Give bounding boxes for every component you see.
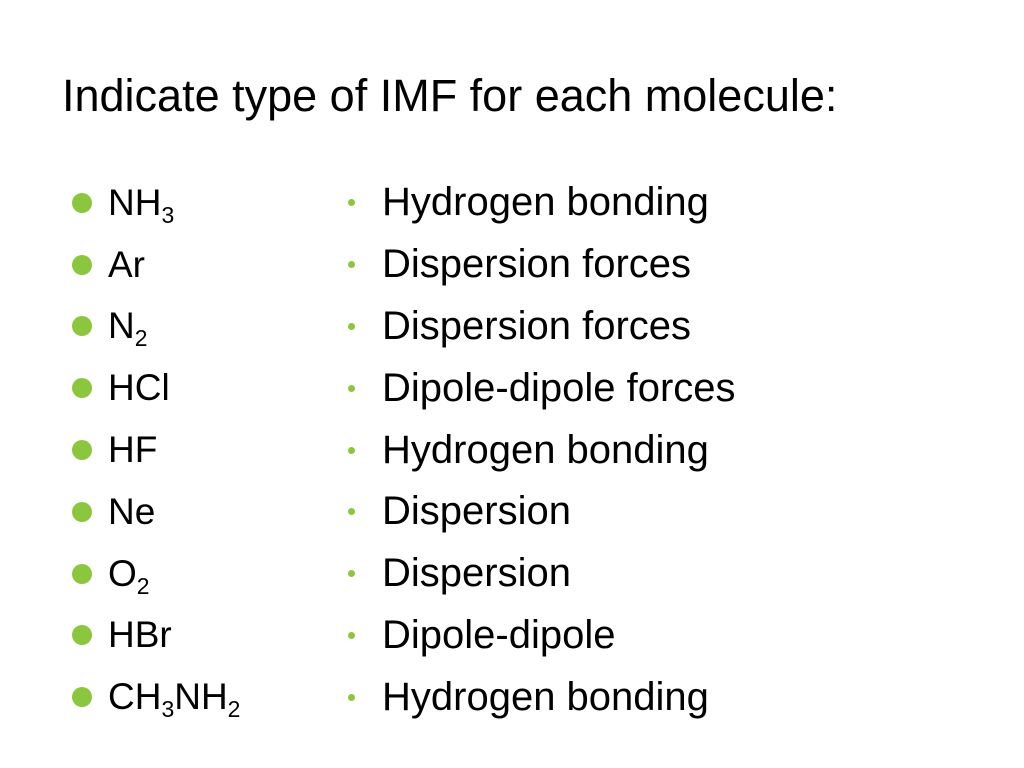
formula-text: Ne	[108, 490, 156, 532]
formula-subscript: 2	[227, 696, 241, 723]
answer-text: Dispersion forces	[382, 242, 692, 287]
bullet-icon	[348, 570, 355, 577]
molecule-item	[72, 419, 240, 481]
bullet-icon	[72, 440, 92, 460]
bullet-icon	[348, 385, 355, 392]
bullet-icon	[72, 564, 92, 584]
answer-item	[342, 172, 736, 234]
answer-item	[342, 234, 736, 296]
bullet-icon	[348, 447, 355, 454]
molecule-formula	[108, 552, 150, 599]
molecule-item	[72, 296, 240, 358]
molecule-item	[72, 234, 240, 296]
bullet-icon	[348, 632, 355, 639]
molecule-formula	[108, 491, 155, 533]
molecule-formula	[108, 367, 170, 409]
formula-text: CH	[108, 676, 162, 718]
answer-item	[342, 605, 736, 667]
bullet-icon	[72, 316, 92, 336]
answer-text: Hydrogen bonding	[382, 674, 709, 719]
answer-text: Dispersion forces	[382, 303, 692, 348]
formula-subscript: 2	[136, 572, 150, 599]
formula-subscript: 3	[161, 201, 175, 228]
bullet-icon	[348, 323, 355, 330]
answer-text: Dispersion	[382, 551, 571, 596]
bullet-icon	[348, 199, 355, 206]
answer-item	[342, 543, 736, 605]
molecule-list	[72, 172, 240, 728]
molecule-item	[72, 172, 240, 234]
answer-text: Hydrogen bonding	[382, 180, 709, 225]
answer-item	[342, 357, 736, 419]
molecule-item	[72, 357, 240, 419]
formula-subscript: 2	[134, 325, 148, 352]
formula-text: N	[108, 305, 135, 347]
answer-item	[342, 481, 736, 543]
molecule-item	[72, 605, 240, 667]
answer-text: Dipole-dipole	[382, 612, 616, 657]
molecule-formula	[108, 676, 241, 723]
formula-text: HCl	[108, 367, 170, 409]
bullet-icon	[72, 255, 92, 275]
answer-item	[342, 419, 736, 481]
answer-item	[342, 666, 736, 728]
bullet-icon	[72, 502, 92, 522]
molecule-item	[72, 666, 240, 728]
formula-text: Ar	[108, 243, 145, 285]
molecule-formula	[108, 614, 172, 656]
bullet-icon	[348, 508, 355, 515]
bullet-icon	[72, 378, 92, 398]
answer-list	[342, 172, 736, 728]
formula-text: NH	[174, 676, 228, 718]
molecule-item	[72, 481, 240, 543]
bullet-icon	[72, 193, 92, 213]
molecule-formula	[108, 244, 145, 286]
formula-text: HBr	[108, 614, 172, 656]
bullet-icon	[72, 687, 92, 707]
formula-text: HF	[108, 429, 158, 471]
formula-subscript: 3	[161, 696, 175, 723]
formula-text: NH	[108, 181, 162, 223]
molecule-item	[72, 543, 240, 605]
molecule-formula	[108, 305, 148, 352]
slide-title: Indicate type of IMF for each molecule:	[62, 70, 838, 121]
molecule-formula	[108, 181, 175, 228]
answer-text: Dipole-dipole forces	[382, 365, 736, 410]
answer-text: Hydrogen bonding	[382, 427, 709, 472]
answer-text: Dispersion	[382, 489, 571, 534]
bullet-icon	[72, 625, 92, 645]
bullet-icon	[348, 694, 355, 701]
molecule-formula	[108, 429, 157, 471]
bullet-icon	[348, 261, 355, 268]
formula-text: O	[108, 552, 137, 594]
answer-item	[342, 296, 736, 358]
